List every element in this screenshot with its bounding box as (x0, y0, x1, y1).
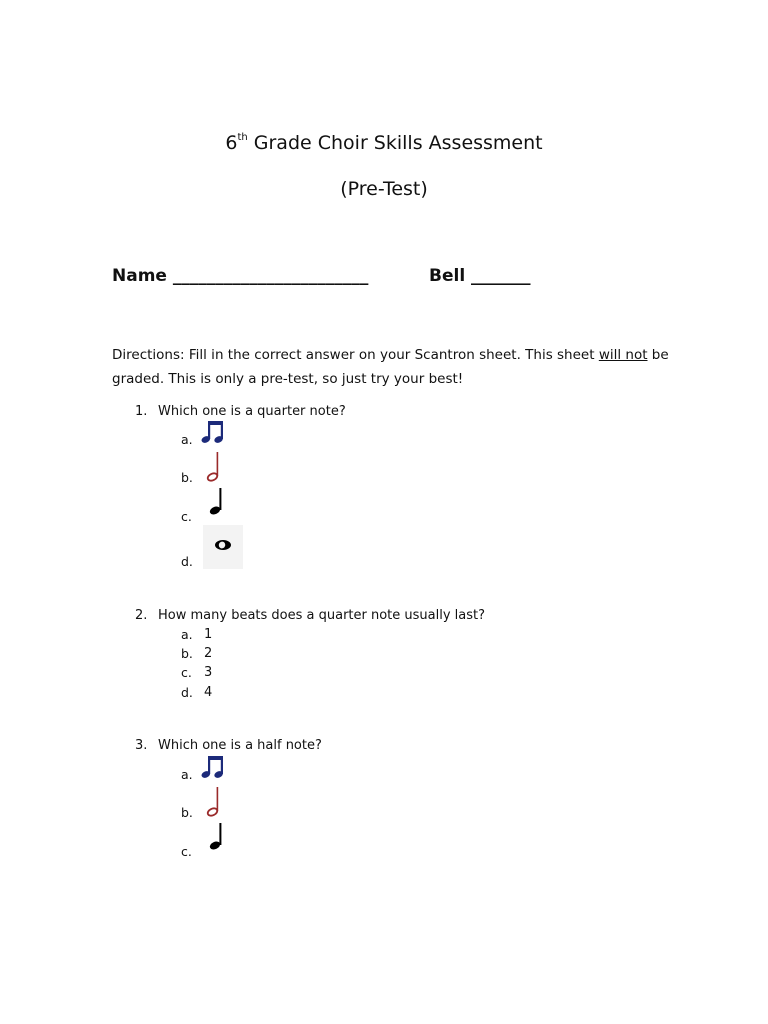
title-superscript: th (237, 132, 248, 143)
half-note-icon (201, 786, 229, 820)
question-2-option-a-value: 1 (204, 627, 213, 642)
bell-field-label: Bell _______ (429, 266, 531, 286)
page-subtitle: (Pre-Test) (340, 178, 428, 200)
question-3-number: 3. (135, 738, 148, 753)
quarter-note-icon (201, 822, 229, 852)
quarter-note-icon (201, 487, 229, 517)
question-2-option-d-value: 4 (204, 685, 213, 700)
question-2-option-d-letter: d. (181, 685, 193, 700)
question-2-option-b-value: 2 (204, 646, 213, 661)
question-2-option-b-letter: b. (181, 646, 193, 661)
question-3-option-b-letter: b. (181, 805, 193, 820)
question-3-text: Which one is a half note? (158, 738, 322, 753)
directions-text: Directions: Fill in the correct answer on your Scantron sheet. This sheet will not be graded. This is only a pre-test, so just try your best! (112, 347, 669, 387)
question-3-option-a-letter: a. (181, 767, 193, 782)
half-note-icon (201, 451, 229, 485)
question-1-option-a-letter: a. (181, 432, 193, 447)
question-3-option-c-letter: c. (181, 844, 192, 859)
emphasis-underline: will not (598, 347, 648, 363)
whole-note-icon (203, 525, 243, 569)
question-1-option-b-letter: b. (181, 470, 193, 485)
question-2-option-c-letter: c. (181, 665, 192, 680)
name-field-label: Name _______________________ (112, 266, 369, 286)
question-2-text: How many beats does a quarter note usually last? (158, 608, 486, 623)
question-2-number: 2. (135, 608, 148, 623)
beamed-eighth-notes-icon (201, 420, 229, 446)
question-2-option-a-letter: a. (181, 627, 193, 642)
question-1-option-c-letter: c. (181, 509, 192, 524)
question-2-option-c-value: 3 (204, 665, 213, 680)
beamed-eighth-notes-icon (201, 755, 229, 781)
question-1-text: Which one is a quarter note? (158, 404, 346, 419)
question-1-option-d-letter: d. (181, 554, 193, 569)
page-title: 6th Grade Choir Skills Assessment (225, 132, 543, 154)
question-1-number: 1. (135, 404, 148, 419)
